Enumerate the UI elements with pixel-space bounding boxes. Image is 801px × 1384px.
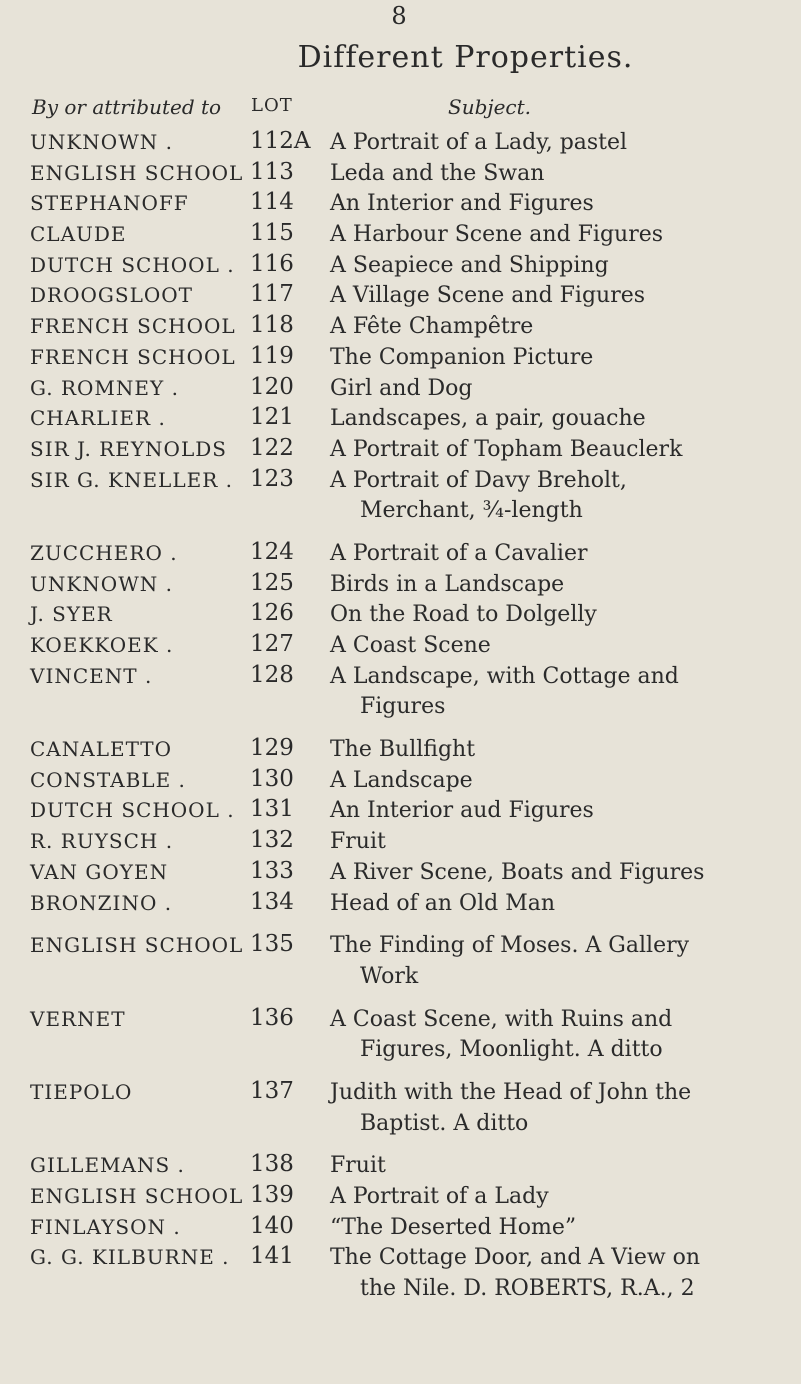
entry-artist: ZUCCHERO .: [30, 540, 178, 565]
entry-subject-continuation: the Nile. D. ROBERTS, R.A., 2: [360, 1276, 695, 1302]
entry-lot: 123: [250, 465, 294, 492]
entry-artist: SIR G. KNELLER .: [30, 467, 233, 492]
entry-artist: DUTCH SCHOOL .: [30, 798, 235, 823]
entry-subject: [330, 570, 792, 601]
catalogue-entry: [0, 829, 801, 860]
entry-artist: ENGLISH SCHOOL: [30, 933, 244, 958]
catalogue-entry: [0, 342, 801, 376]
entry-lot: 132: [250, 827, 294, 854]
entry-subject-line: “The Deserted Home”: [330, 1214, 577, 1240]
catalogue-entry: [0, 1184, 801, 1215]
entry-subject: [330, 662, 792, 723]
entry-subject: [330, 931, 792, 992]
entry-subject-line: Fruit: [330, 829, 386, 855]
catalogue-entry: [0, 406, 801, 437]
entry-subject: [330, 735, 792, 766]
entry-artist: CONSTABLE .: [30, 767, 186, 792]
entry-artist: G. G. KILBURNE .: [30, 1245, 230, 1270]
entry-lot: 125: [250, 569, 294, 596]
entry-artist: TIEPOLO: [30, 1080, 133, 1104]
entry-subject-continuation: Figures, Moonlight. A ditto: [360, 1037, 663, 1063]
entry-subject-line: A Fête Champêtre: [330, 314, 534, 340]
entry-lot: 131: [250, 796, 294, 823]
entry-subject-line: A Landscape: [330, 767, 473, 793]
catalogue-entry: [0, 633, 801, 664]
entry-subject-line: A River Scene, Boats and Figures: [330, 859, 705, 885]
entry-lot: 114: [250, 189, 294, 216]
entry-subject-line: Landscapes, a pair, gouache: [330, 406, 646, 432]
entry-artist: SIR J. REYNOLDS: [30, 436, 227, 461]
entry-subject: [330, 889, 792, 920]
catalogue-entry: [0, 1080, 801, 1141]
entry-lot: 122: [250, 434, 294, 461]
entry-lot: 139: [250, 1182, 294, 1209]
entry-subject: [330, 1213, 792, 1244]
catalogue-entry: [0, 1004, 801, 1068]
entry-lot: 137: [250, 1078, 294, 1104]
entry-artist: VAN GOYEN: [30, 859, 169, 884]
entry-subject: [330, 796, 792, 827]
entry-lot: 115: [250, 220, 294, 247]
entry-lot: 127: [250, 631, 294, 658]
catalogue-entry: [0, 737, 801, 768]
entry-lot: 112A: [250, 128, 311, 154]
entry-artist: VINCENT .: [30, 663, 153, 688]
entry-subject: [330, 312, 792, 343]
entry-lot: 129: [250, 735, 294, 762]
entry-subject-continuation: Baptist. A ditto: [360, 1110, 529, 1136]
entry-subject: [330, 343, 792, 374]
entry-subject-line: A Portrait of a Lady: [330, 1184, 549, 1210]
entry-artist: FRENCH SCHOOL: [30, 314, 236, 339]
entry-subject-line: A Portrait of Topham Beauclerk: [330, 436, 683, 462]
catalogue-entry: [0, 191, 801, 222]
entry-artist: R. RUYSCH .: [30, 829, 174, 854]
entry-subject-continuation: Merchant, ¾-length: [360, 498, 583, 524]
entry-lot: 133: [250, 857, 294, 884]
catalogue-entry: [0, 933, 801, 994]
entry-subject-line: A Portrait of a Cavalier: [330, 540, 588, 566]
entry-subject-line: A Coast Scene, with Ruins and: [330, 1006, 673, 1032]
entry-subject-line: A Harbour Scene and Figures: [330, 222, 664, 248]
entry-artist: ENGLISH SCHOOL: [30, 1184, 244, 1209]
entry-artist: CLAUDE: [30, 222, 127, 247]
entry-artist: VERNET: [30, 1006, 126, 1031]
catalogue-entry: [0, 373, 801, 407]
catalogue-entry: [0, 222, 801, 253]
entry-lot: 116: [250, 250, 294, 277]
entry-artist: KOEKKOEK .: [30, 633, 174, 658]
entry-artist: G. ROMNEY .: [30, 375, 179, 400]
entry-subject: [330, 1005, 792, 1066]
entry-subject: [330, 281, 792, 312]
entry-subject: [330, 1078, 792, 1139]
catalogue-entry: [0, 130, 801, 161]
entry-subject-line: Judith with the Head of John the: [330, 1080, 692, 1105]
entry-lot: 126: [250, 600, 294, 627]
catalogue-entry: [0, 888, 801, 922]
entry-subject-line: On the Road to Dolgelly: [330, 602, 597, 628]
entry-lot: 113: [250, 158, 294, 185]
entry-lot: 138: [250, 1151, 294, 1178]
entry-subject-line: A Landscape, with Cottage and: [330, 663, 679, 689]
entry-lot: 117: [250, 281, 294, 308]
entry-subject: [330, 220, 792, 251]
entry-artist: GILLEMANS .: [30, 1153, 185, 1178]
entry-lot: 121: [250, 404, 294, 431]
entry-artist: UNKNOWN .: [30, 571, 173, 596]
entry-lot: 124: [250, 538, 294, 565]
entry-lot: 119: [250, 342, 294, 369]
entry-subject: [330, 766, 792, 797]
entry-subject: [330, 466, 792, 527]
entry-artist: ENGLISH SCHOOL: [30, 160, 244, 185]
entry-subject-line: Head of an Old Man: [330, 890, 556, 916]
entry-artist: J. SYER: [30, 602, 113, 627]
entry-lot: 118: [250, 312, 294, 339]
entry-subject: [330, 858, 792, 889]
entry-subject: [330, 404, 792, 435]
entry-artist: BRONZINO .: [30, 890, 173, 915]
catalogue-entry: [0, 465, 801, 529]
entry-subject-line: The Finding of Moses. A Gallery: [330, 933, 690, 959]
entry-lot: 135: [250, 931, 294, 958]
entry-subject: [330, 539, 792, 570]
entry-subject-line: The Cottage Door, and A View on: [330, 1245, 701, 1271]
entry-subject: [330, 374, 792, 405]
catalogue-list: [0, 130, 801, 1307]
entry-lot: 134: [250, 888, 294, 915]
entry-subject: [330, 1243, 792, 1304]
entry-subject-line: Leda and the Swan: [330, 160, 545, 186]
entry-artist: FINLAYSON .: [30, 1214, 181, 1239]
entry-subject-continuation: Work: [360, 963, 419, 989]
entry-subject-line: A Village Scene and Figures: [330, 283, 646, 309]
catalogue-entry: [0, 250, 801, 284]
entry-subject-line: An Interior aud Figures: [330, 798, 594, 824]
entry-subject-line: Birds in a Landscape: [330, 571, 565, 597]
catalogue-entry: [0, 283, 801, 314]
entry-artist: CHARLIER .: [30, 406, 166, 431]
page-heading: Different Properties.: [297, 40, 634, 75]
entry-artist: DROOGSLOOT: [30, 283, 193, 308]
catalogue-entry: [0, 569, 801, 603]
entry-lot: 136: [250, 1004, 294, 1031]
entry-artist: DUTCH SCHOOL .: [30, 252, 235, 277]
entry-subject-line: A Seapiece and Shipping: [330, 252, 609, 278]
entry-subject: [330, 251, 792, 282]
entry-lot: 140: [250, 1212, 294, 1239]
column-header-lot: LOT: [251, 95, 293, 116]
entry-artist: UNKNOWN .: [30, 130, 173, 154]
entry-subject-line: Girl and Dog: [330, 375, 473, 401]
entry-subject-line: A Portrait of Davy Breholt,: [330, 467, 627, 493]
catalogue-entry: [0, 765, 801, 799]
entry-lot: 120: [250, 373, 294, 400]
entry-subject: [330, 827, 792, 858]
catalogue-entry: [0, 857, 801, 891]
entry-lot: 141: [250, 1243, 294, 1270]
entry-subject: [330, 631, 792, 662]
entry-subject-line: An Interior and Figures: [330, 191, 594, 217]
entry-subject-line: A Coast Scene: [330, 633, 491, 659]
entry-subject: [330, 435, 792, 466]
catalogue-entry: [0, 538, 801, 572]
catalogue-entry: [0, 798, 801, 829]
entry-subject: [330, 1151, 792, 1182]
entry-subject-continuation: Figures: [360, 694, 446, 720]
entry-subject: [330, 1182, 792, 1213]
entry-subject-line: Fruit: [330, 1153, 386, 1179]
catalogue-entry: [0, 434, 801, 468]
entry-subject-line: A Portrait of a Lady, pastel: [330, 130, 628, 155]
entry-artist: STEPHANOFF: [30, 191, 189, 216]
column-header-subject: Subject.: [448, 95, 532, 119]
entry-artist: FRENCH SCHOOL: [30, 344, 236, 369]
catalogue-entry: [0, 1245, 801, 1306]
column-header-artist: By or attributed to: [32, 95, 222, 119]
page-number: 8: [391, 2, 407, 30]
entry-subject: [330, 159, 792, 190]
catalogue-entry: [0, 314, 801, 345]
entry-lot: 128: [250, 661, 294, 688]
catalogue-entry: [0, 661, 801, 725]
entry-lot: 130: [250, 765, 294, 792]
entry-subject: [330, 189, 792, 220]
entry-subject: [330, 128, 792, 159]
entry-subject: [330, 600, 792, 631]
catalogue-entry: [0, 158, 801, 192]
catalogue-entry: [0, 1153, 801, 1184]
entry-subject-line: The Companion Picture: [330, 344, 594, 370]
catalogue-entry: [0, 602, 801, 633]
catalogue-entry: [0, 1212, 801, 1246]
entry-subject-line: The Bullfight: [330, 737, 476, 763]
entry-artist: CANALETTO: [30, 737, 173, 762]
